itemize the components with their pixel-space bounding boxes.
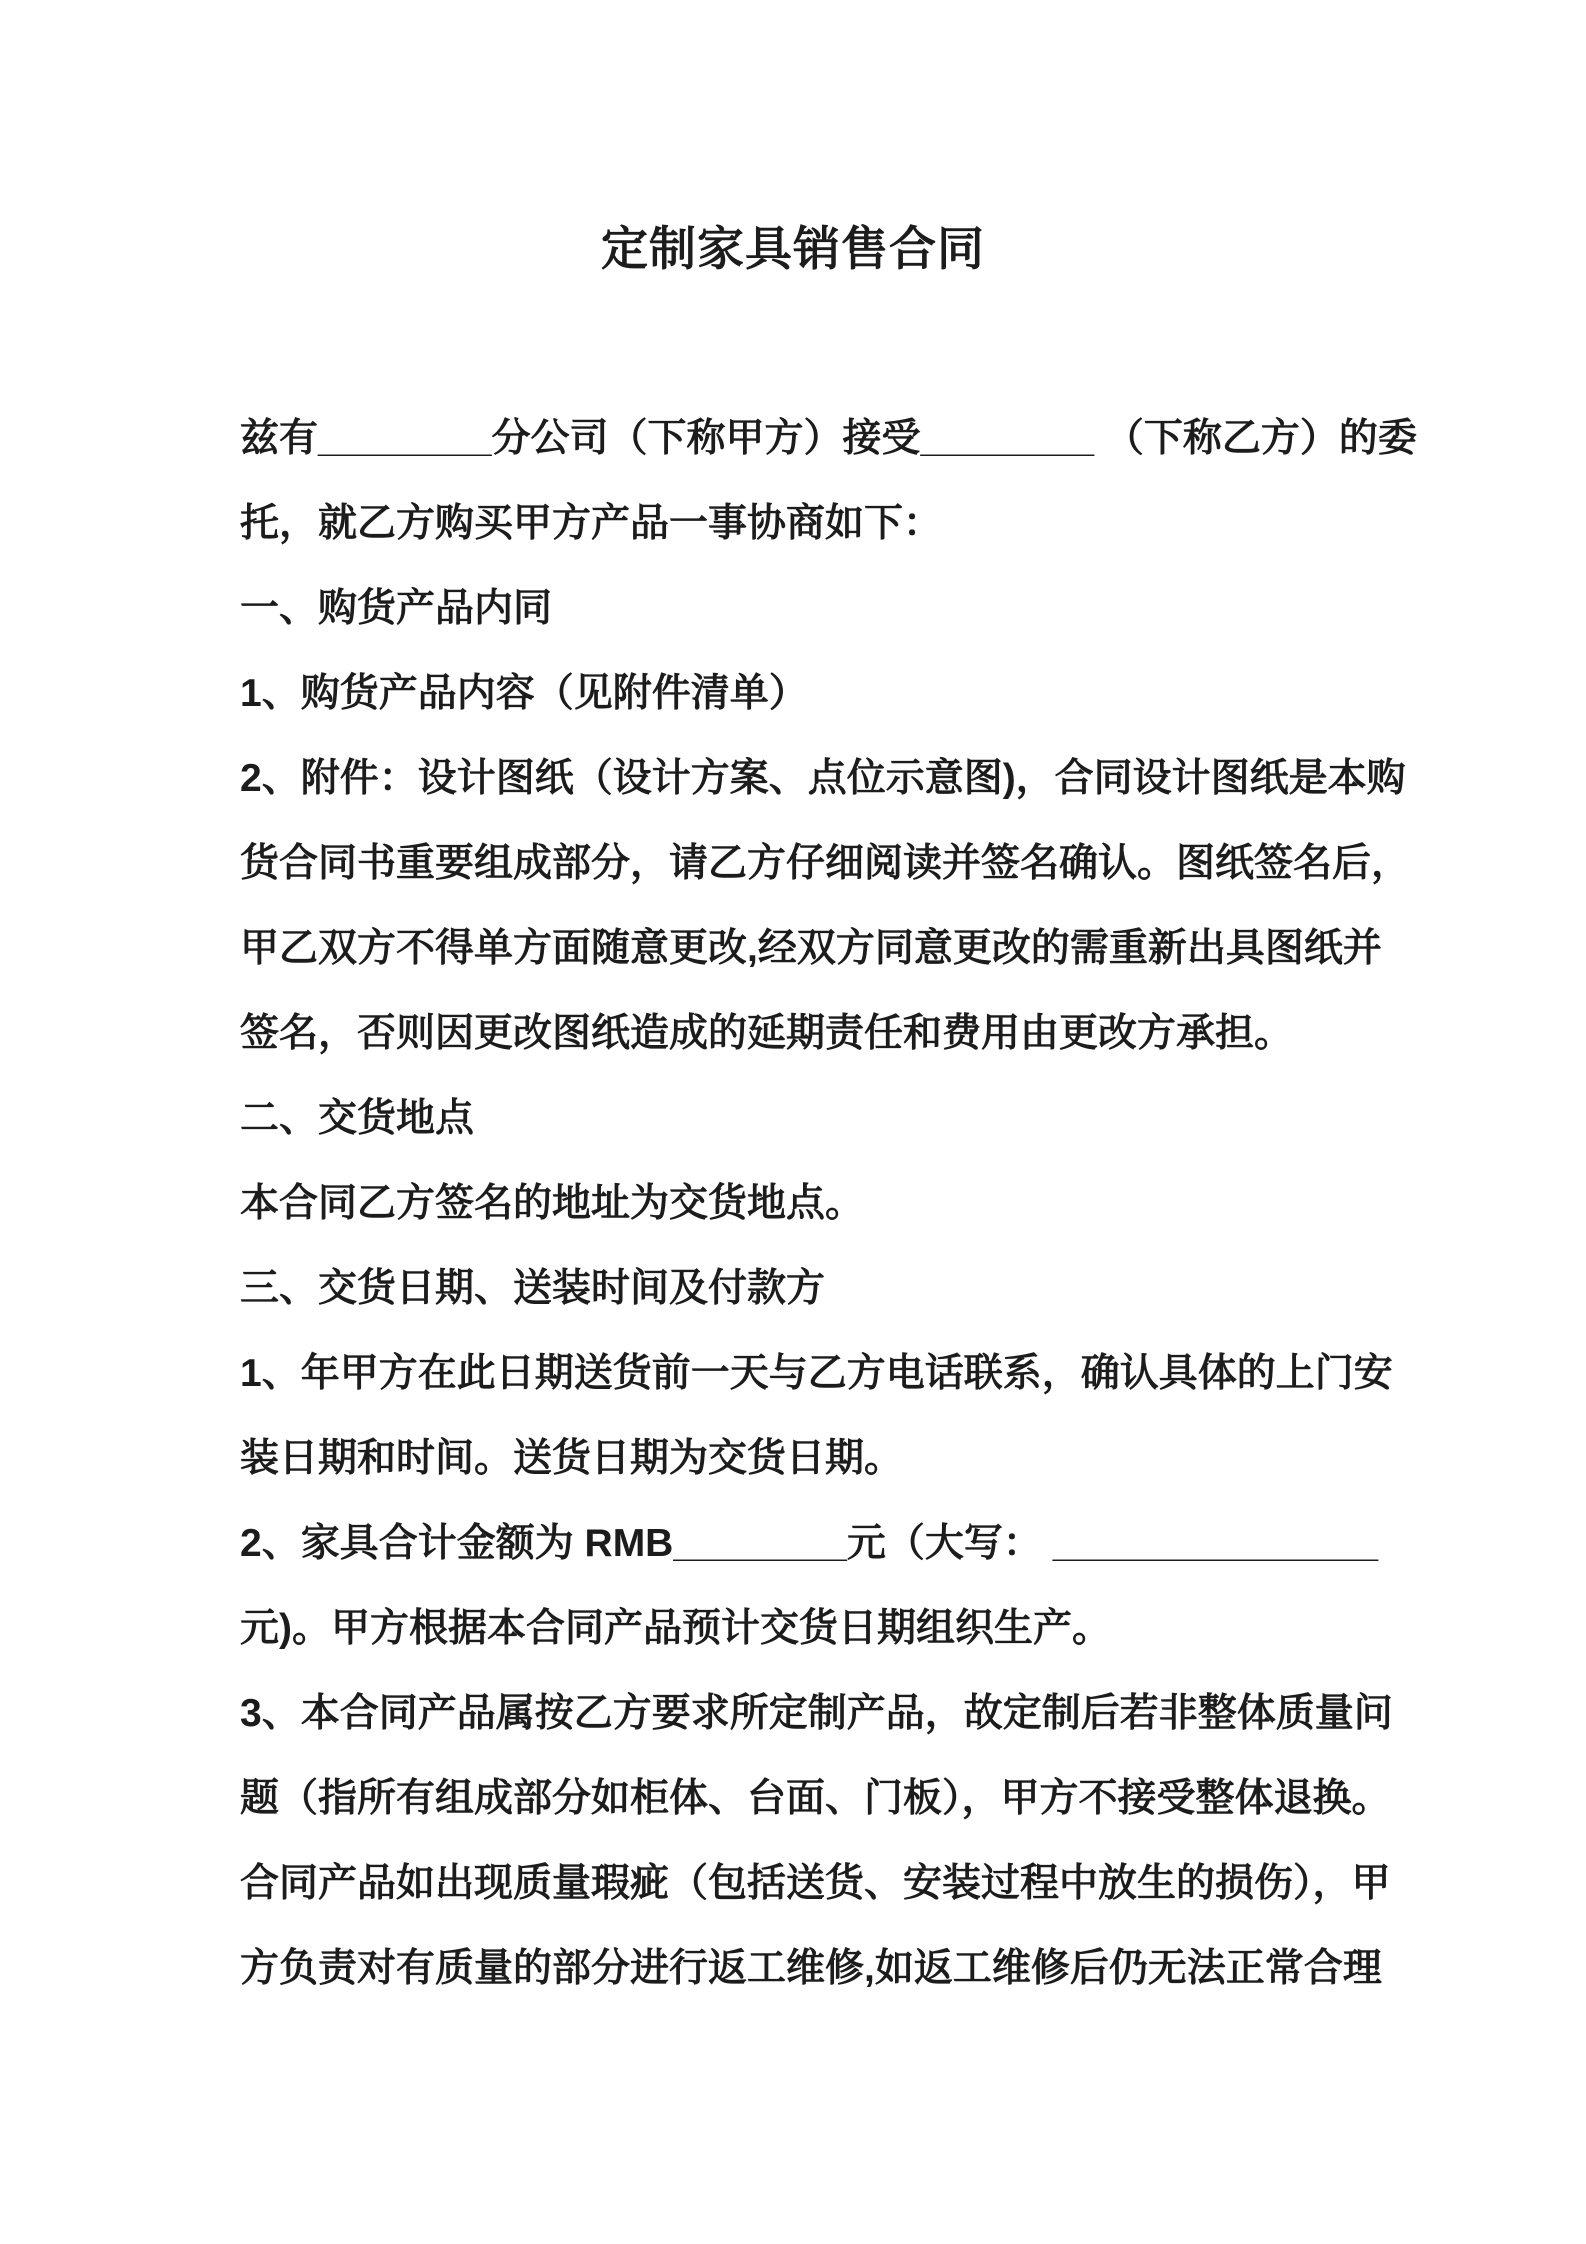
contract-section-heading: 二、交货地点 [240,1097,475,1140]
contract-line: 2、家具合计金额为 RMB________元（大写： _______________ [240,1522,1379,1565]
contract-line: 装日期和时间。送货日期为交货日期。 [240,1437,904,1480]
contract-line: 题（指所有组成部分如柜体、台面、门板），甲方不接受整体退换。 [240,1777,1391,1820]
contract-section-heading: 一、购货产品内同 [240,587,553,630]
contract-line: 方负责对有质量的部分进行返工维修,如返工维修后仍无法正常合理 [240,1947,1382,1990]
contract-line: 1、年甲方在此日期送货前一天与乙方电话联系，确认具体的上门安 [240,1352,1393,1395]
contract-line: 货合同书重要组成部分，请乙方仔细阅读并签名确认。图纸签名后， [240,842,1411,885]
contract-body [240,396,1417,2011]
contract-line: 合同产品如出现质量瑕疵（包括送货、安装过程中放生的损伤），甲 [240,1862,1391,1905]
contract-line: 甲乙双方不得单方面随意更改,经双方同意更改的需重新出具图纸并 [240,927,1382,970]
contract-line: 1、购货产品内容（见附件清单） [240,672,808,715]
contract-title: 定制家具销售合同 [601,222,985,275]
contract-line: 兹有________分公司（下称甲方）接受________ （下称乙方）的委 [240,417,1417,460]
contract-line: 元)。甲方根据本合同产品预计交货日期组织生产。 [240,1607,1111,1650]
contract-section-heading: 三、交货日期、送装时间及付款方 [240,1267,826,1310]
contract-line: 本合同乙方签名的地址为交货地点。 [240,1182,865,1225]
contract-line: 托，就乙方购买甲方产品一事协商如下： [240,502,943,545]
contract-line: 3、本合同产品属按乙方要求所定制产品，故定制后若非整体质量问 [240,1692,1393,1735]
contract-line: 签名，否则因更改图纸造成的延期责任和费用由更改方承担。 [240,1012,1294,1055]
contract-line: 2、附件：设计图纸（设计方案、点位示意图)，合同设计图纸是本购 [240,757,1406,800]
